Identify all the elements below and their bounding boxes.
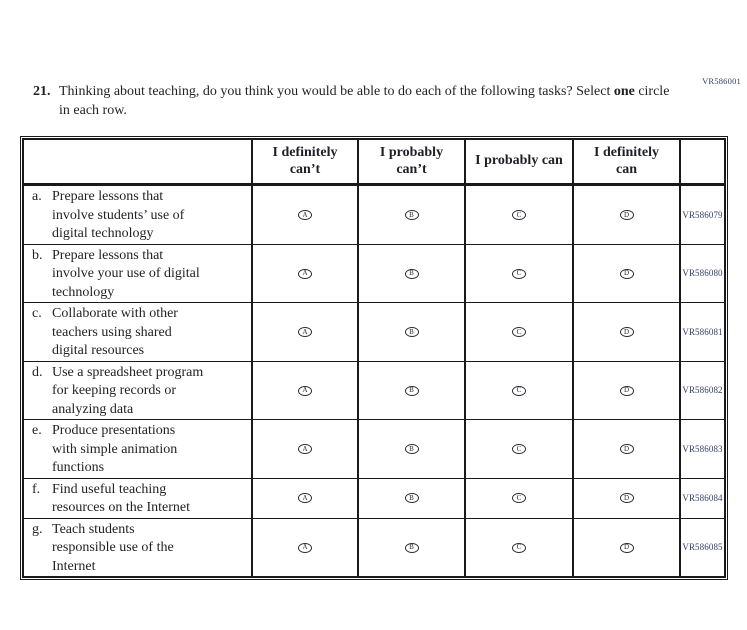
answer-circle-d[interactable]: D bbox=[620, 493, 634, 503]
answer-circle-a[interactable]: A bbox=[298, 327, 312, 337]
answer-cell bbox=[357, 478, 464, 518]
task-label-c: c. Collaborate with other teachers using shared digital resources bbox=[24, 302, 251, 361]
answer-circle-c[interactable]: C bbox=[512, 444, 526, 454]
question-line1: Thinking about teaching, do you think you would be able to do each of the following bbox=[59, 84, 535, 99]
answer-cell bbox=[464, 361, 572, 420]
answer-circle-a[interactable]: A bbox=[298, 493, 312, 503]
answer-circle-c[interactable]: C bbox=[512, 210, 526, 220]
answer-cell bbox=[251, 302, 357, 361]
question-number: 21. bbox=[33, 84, 51, 99]
answer-circle-b[interactable]: B bbox=[405, 386, 419, 396]
answer-circle-d[interactable]: D bbox=[620, 386, 634, 396]
answer-circle-a[interactable]: A bbox=[298, 543, 312, 553]
header-definitely-cant: I definitely can’t bbox=[251, 140, 357, 184]
answer-circle-d[interactable]: D bbox=[620, 543, 634, 553]
answer-circle-b[interactable]: B bbox=[405, 493, 419, 503]
answer-cell bbox=[357, 419, 464, 478]
row-code: VR586084 bbox=[679, 478, 724, 518]
answer-cell bbox=[251, 518, 357, 577]
question-block bbox=[33, 83, 673, 120]
table-row-a bbox=[24, 184, 724, 244]
answer-circle-c[interactable]: C bbox=[512, 269, 526, 279]
answer-cell bbox=[464, 478, 572, 518]
page-code: VR586001 bbox=[702, 76, 741, 86]
answer-cell bbox=[251, 478, 357, 518]
task-label-e: e. Produce presentations with simple animation functions bbox=[24, 419, 251, 478]
table-row-g bbox=[24, 518, 724, 577]
question-bold-one: one bbox=[613, 84, 635, 99]
header-probably-cant: I probably can’t bbox=[357, 140, 464, 184]
answer-circle-d[interactable]: D bbox=[620, 327, 634, 337]
header-definitely-can: I definitely can bbox=[572, 140, 679, 184]
answer-cell bbox=[572, 361, 679, 420]
row-code: VR586085 bbox=[679, 518, 724, 577]
answer-cell bbox=[357, 184, 464, 244]
answer-cell bbox=[464, 184, 572, 244]
answer-cell bbox=[357, 518, 464, 577]
table-row-c bbox=[24, 302, 724, 361]
answer-circle-a[interactable]: A bbox=[298, 269, 312, 279]
task-label-f: f. Find useful teaching resources on the Internet bbox=[24, 478, 251, 518]
answer-cell bbox=[464, 518, 572, 577]
header-row bbox=[24, 140, 724, 184]
answer-cell bbox=[464, 419, 572, 478]
table-row-b bbox=[24, 244, 724, 303]
answer-circle-b[interactable]: B bbox=[405, 543, 419, 553]
header-empty bbox=[24, 140, 251, 184]
row-code: VR586081 bbox=[679, 302, 724, 361]
answer-cell bbox=[357, 302, 464, 361]
answer-circle-c[interactable]: C bbox=[512, 386, 526, 396]
answer-cell bbox=[251, 419, 357, 478]
task-label-d: d. Use a spreadsheet program for keeping records or analyzing data bbox=[24, 361, 251, 420]
question-line2: tasks? Select one circle in each row. bbox=[59, 84, 670, 118]
task-label-b: b. Prepare lessons that involve your use of digital technology bbox=[24, 244, 251, 303]
answer-cell bbox=[572, 518, 679, 577]
response-table bbox=[22, 138, 726, 578]
answer-circle-a[interactable]: A bbox=[298, 210, 312, 220]
header-code-column bbox=[679, 140, 724, 184]
answer-circle-c[interactable]: C bbox=[512, 543, 526, 553]
row-code: VR586079 bbox=[679, 184, 724, 244]
question-text bbox=[59, 83, 673, 120]
answer-circle-a[interactable]: A bbox=[298, 386, 312, 396]
answer-circle-d[interactable]: D bbox=[620, 210, 634, 220]
row-code: VR586082 bbox=[679, 361, 724, 420]
answer-circle-d[interactable]: D bbox=[620, 444, 634, 454]
answer-circle-b[interactable]: B bbox=[405, 444, 419, 454]
answer-cell bbox=[572, 478, 679, 518]
table-row-e bbox=[24, 419, 724, 478]
answer-circle-b[interactable]: B bbox=[405, 327, 419, 337]
answer-cell bbox=[464, 244, 572, 303]
answer-cell bbox=[251, 244, 357, 303]
table-row-f bbox=[24, 478, 724, 518]
answer-cell bbox=[251, 184, 357, 244]
answer-circle-b[interactable]: B bbox=[405, 210, 419, 220]
answer-cell bbox=[572, 184, 679, 244]
table-row-d bbox=[24, 361, 724, 420]
answer-cell bbox=[572, 244, 679, 303]
answer-cell bbox=[357, 361, 464, 420]
answer-circle-b[interactable]: B bbox=[405, 269, 419, 279]
row-code: VR586083 bbox=[679, 419, 724, 478]
answer-cell bbox=[572, 302, 679, 361]
response-table-wrap bbox=[20, 136, 728, 580]
answer-circle-d[interactable]: D bbox=[620, 269, 634, 279]
answer-cell bbox=[357, 244, 464, 303]
answer-circle-c[interactable]: C bbox=[512, 327, 526, 337]
task-label-g: g. Teach students responsible use of the Internet bbox=[24, 518, 251, 577]
header-probably-can: I probably can bbox=[464, 140, 572, 184]
answer-cell bbox=[464, 302, 572, 361]
answer-cell bbox=[251, 361, 357, 420]
answer-circle-c[interactable]: C bbox=[512, 493, 526, 503]
answer-circle-a[interactable]: A bbox=[298, 444, 312, 454]
answer-cell bbox=[572, 419, 679, 478]
task-label-a: a. Prepare lessons that involve students’ use of digital technology bbox=[24, 184, 251, 244]
row-code: VR586080 bbox=[679, 244, 724, 303]
